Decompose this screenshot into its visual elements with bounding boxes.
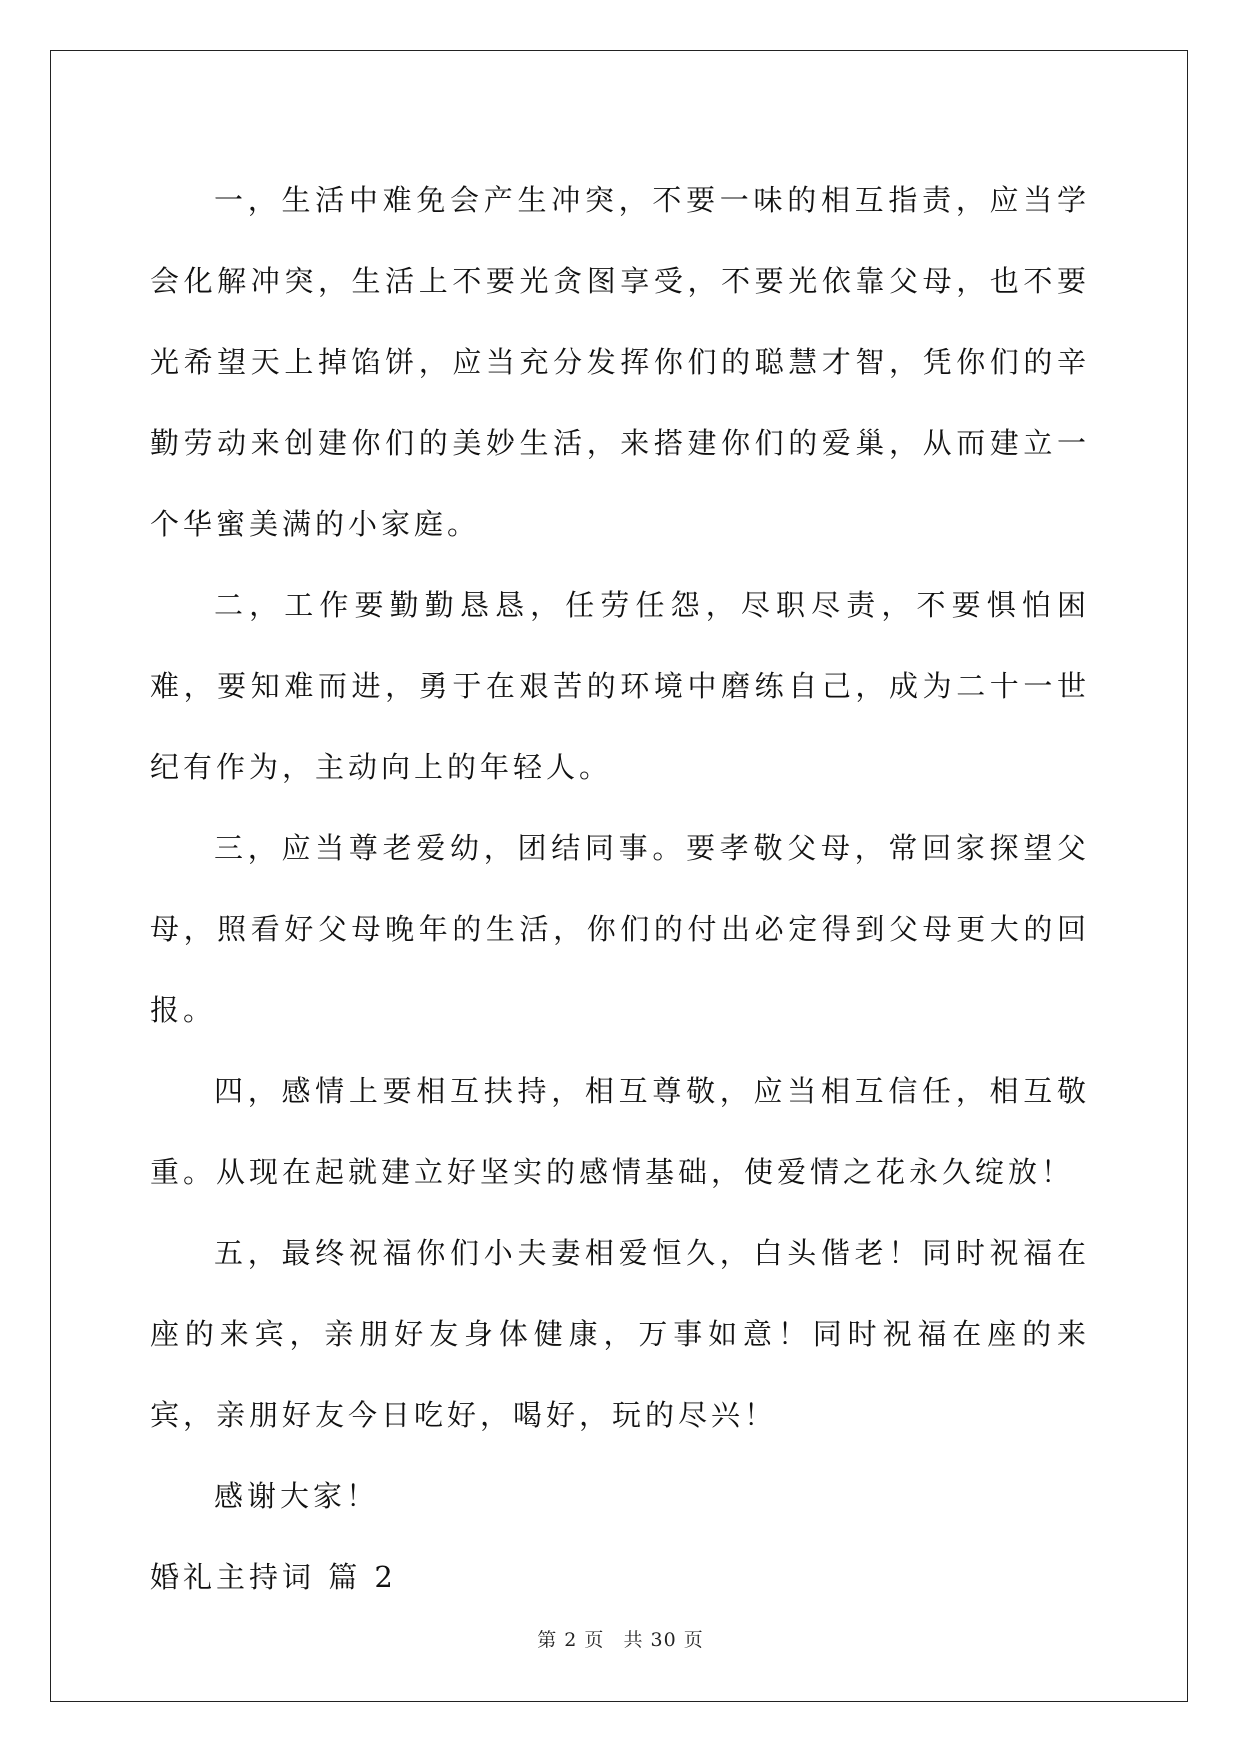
paragraph-1: 一，生活中难免会产生冲突，不要一味的相互指责，应当学会化解冲突，生活上不要光贪图享受，不要光依靠父母，也不要光希望天上掉馅饼，应当充分发挥你们的聪慧才智，凭你们的辛勤劳动来创建你们的美妙生活，来搭建你们的爱巢，从而建立一个华蜜美满的小家庭。 (150, 183, 1090, 541)
paragraph-closing: 感谢大家！ (214, 1479, 380, 1513)
page-number-current: 第 2 页 (537, 1629, 605, 1651)
paragraph-5: 五，最终祝福你们小夫妻相爱恒久，白头偕老！同时祝福在座的来宾，亲朋好友身体健康，万事如意！同时祝福在座的来宾，亲朋好友今日吃好，喝好，玩的尽兴！ (150, 1236, 1090, 1432)
section-heading: 婚礼主持词 篇 2 (150, 1560, 397, 1594)
paragraph-2: 二，工作要勤勤恳恳，任劳任怨，尽职尽责，不要惧怕困难，要知难而进，勇于在艰苦的环境中磨练自己，成为二十一世纪有作为，主动向上的年轻人。 (150, 588, 1090, 784)
document-body (150, 160, 1090, 1618)
page-footer (0, 1625, 1241, 1652)
paragraph-3: 三，应当尊老爱幼，团结同事。要孝敬父母，常回家探望父母，照看好父母晚年的生活，你们的付出必定得到父母更大的回报。 (150, 831, 1090, 1027)
page-number-total: 共 30 页 (623, 1629, 704, 1651)
paragraph-4: 四，感情上要相互扶持，相互尊敬，应当相互信任，相互敬重。从现在起就建立好坚实的感情基础，使爱情之花永久绽放！ (150, 1074, 1090, 1189)
